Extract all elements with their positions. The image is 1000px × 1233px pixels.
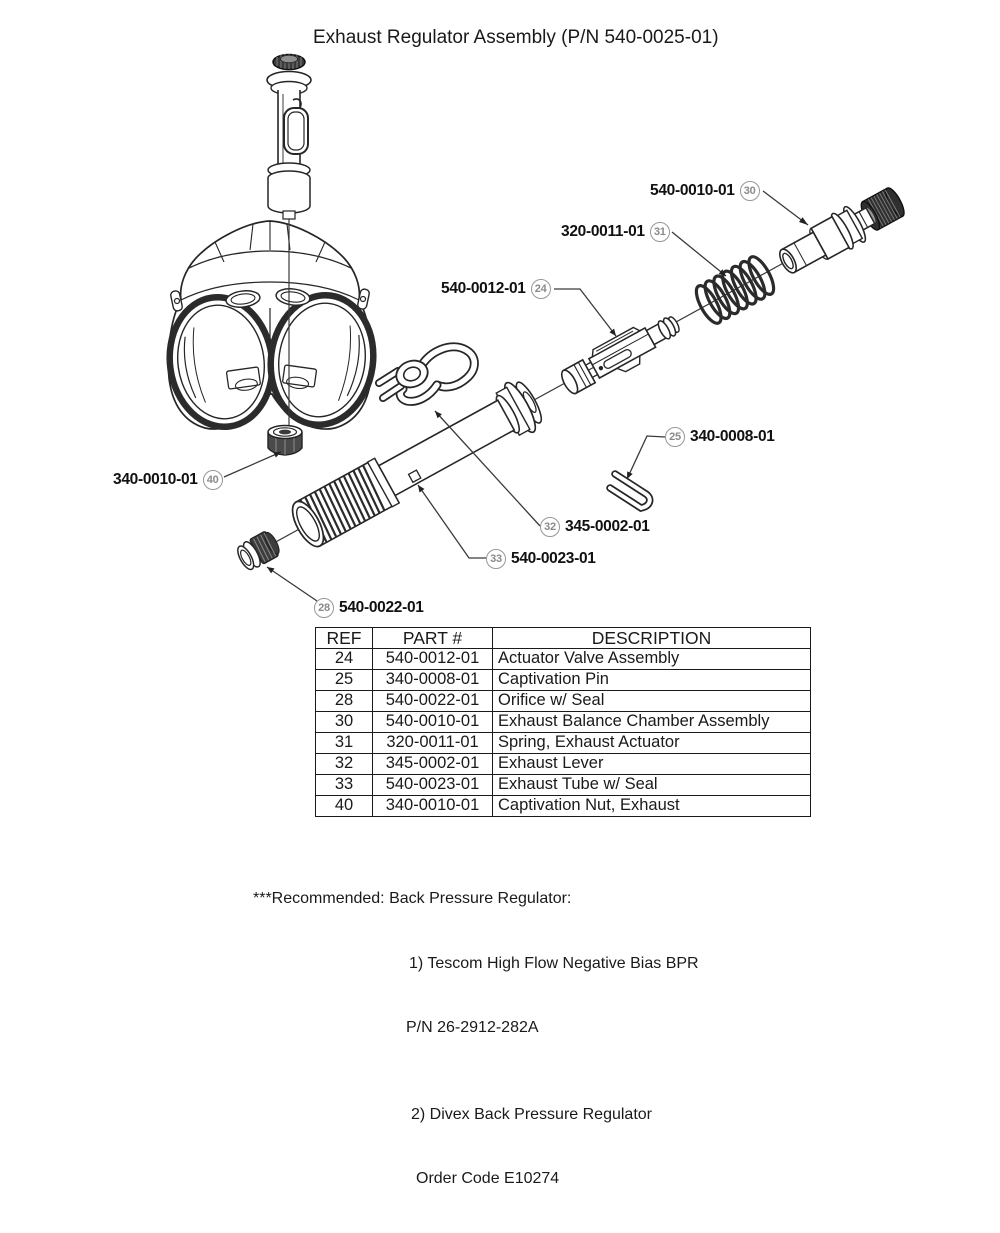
callout-ref-33 [486,548,596,569]
table-row [316,712,811,733]
table-cell: 33 [316,775,373,796]
installed-regulator-drawing [267,54,311,219]
callout-ref-24 [441,278,551,299]
table-cell: Captivation Pin [493,670,811,691]
table-cell: Exhaust Tube w/ Seal [493,775,811,796]
table-cell: 32 [316,754,373,775]
ref-bubble-24: 24 [531,279,551,299]
note-item1-line2: P/N 26-2912-282A [406,1019,539,1036]
captivation-nut-drawing [268,426,302,456]
column-header: PART # [373,628,493,649]
exhaust-lever-drawing [379,347,474,401]
page-title: Exhaust Regulator Assembly (P/N 540-0025-01) [313,27,719,48]
table-cell: 40 [316,796,373,817]
callout-ref-28 [314,597,424,618]
callout-part-number: 345-0002-01 [565,517,650,535]
table-row [316,670,811,691]
actuator-valve-drawing [557,308,686,400]
table-cell: 320-0011-01 [373,733,493,754]
table-row [316,649,811,670]
note-item2-line1: 2) Divex Back Pressure Regulator [411,1105,652,1123]
table-header-row [316,628,811,649]
table-cell: Captivation Nut, Exhaust [493,796,811,817]
ref-bubble-40: 40 [203,470,223,490]
footnotes [253,845,699,1233]
ref-bubble-25: 25 [665,427,685,447]
callout-ref-31 [561,221,670,242]
table-row [316,691,811,712]
callout-part-number: 340-0010-01 [113,470,198,488]
balance-chamber-drawing [773,182,909,281]
callout-ref-32 [540,516,650,537]
column-header: DESCRIPTION [493,628,811,649]
table-row [316,733,811,754]
table-cell: 31 [316,733,373,754]
table-row [316,754,811,775]
table-cell: Exhaust Balance Chamber Assembly [493,712,811,733]
callout-part-number: 540-0010-01 [650,181,735,199]
table-row [316,796,811,817]
table-cell: 24 [316,649,373,670]
callout-ref-40 [113,469,223,490]
table-cell: 540-0012-01 [373,649,493,670]
callout-ref-30 [650,180,760,201]
table-cell: 25 [316,670,373,691]
table-cell: Exhaust Lever [493,754,811,775]
table-row [316,775,811,796]
parts-table [315,627,811,817]
column-header: REF [316,628,373,649]
table-cell: 540-0010-01 [373,712,493,733]
mask-drawing [161,221,381,433]
table-cell: 340-0010-01 [373,796,493,817]
callout-part-number: 540-0023-01 [511,549,596,567]
callout-part-number: 320-0011-01 [561,222,645,240]
table-cell: 540-0022-01 [373,691,493,712]
table-cell: 540-0023-01 [373,775,493,796]
orifice-drawing [234,529,283,573]
ref-bubble-28: 28 [314,598,334,618]
table-cell: 340-0008-01 [373,670,493,691]
table-cell: Spring, Exhaust Actuator [493,733,811,754]
callout-ref-25 [665,426,775,447]
table-cell: Orifice w/ Seal [493,691,811,712]
table-cell: Actuator Valve Assembly [493,649,811,670]
ref-bubble-32: 32 [540,517,560,537]
ref-bubble-33: 33 [486,549,506,569]
callout-part-number: 340-0008-01 [690,427,775,445]
ref-bubble-31: 31 [650,222,670,242]
callout-part-number: 540-0012-01 [441,279,526,297]
table-cell: 30 [316,712,373,733]
captivation-pin-drawing [610,474,650,508]
table-cell: 28 [316,691,373,712]
callout-part-number: 540-0022-01 [339,598,424,616]
note-heading: ***Recommended: Back Pressure Regulator: [253,890,572,907]
table-cell: 345-0002-01 [373,754,493,775]
note-item1-line1: 1) Tescom High Flow Negative Bias BPR [409,954,699,972]
ref-bubble-30: 30 [740,181,760,201]
note-item2-line2: Order Code E10274 [416,1170,560,1187]
